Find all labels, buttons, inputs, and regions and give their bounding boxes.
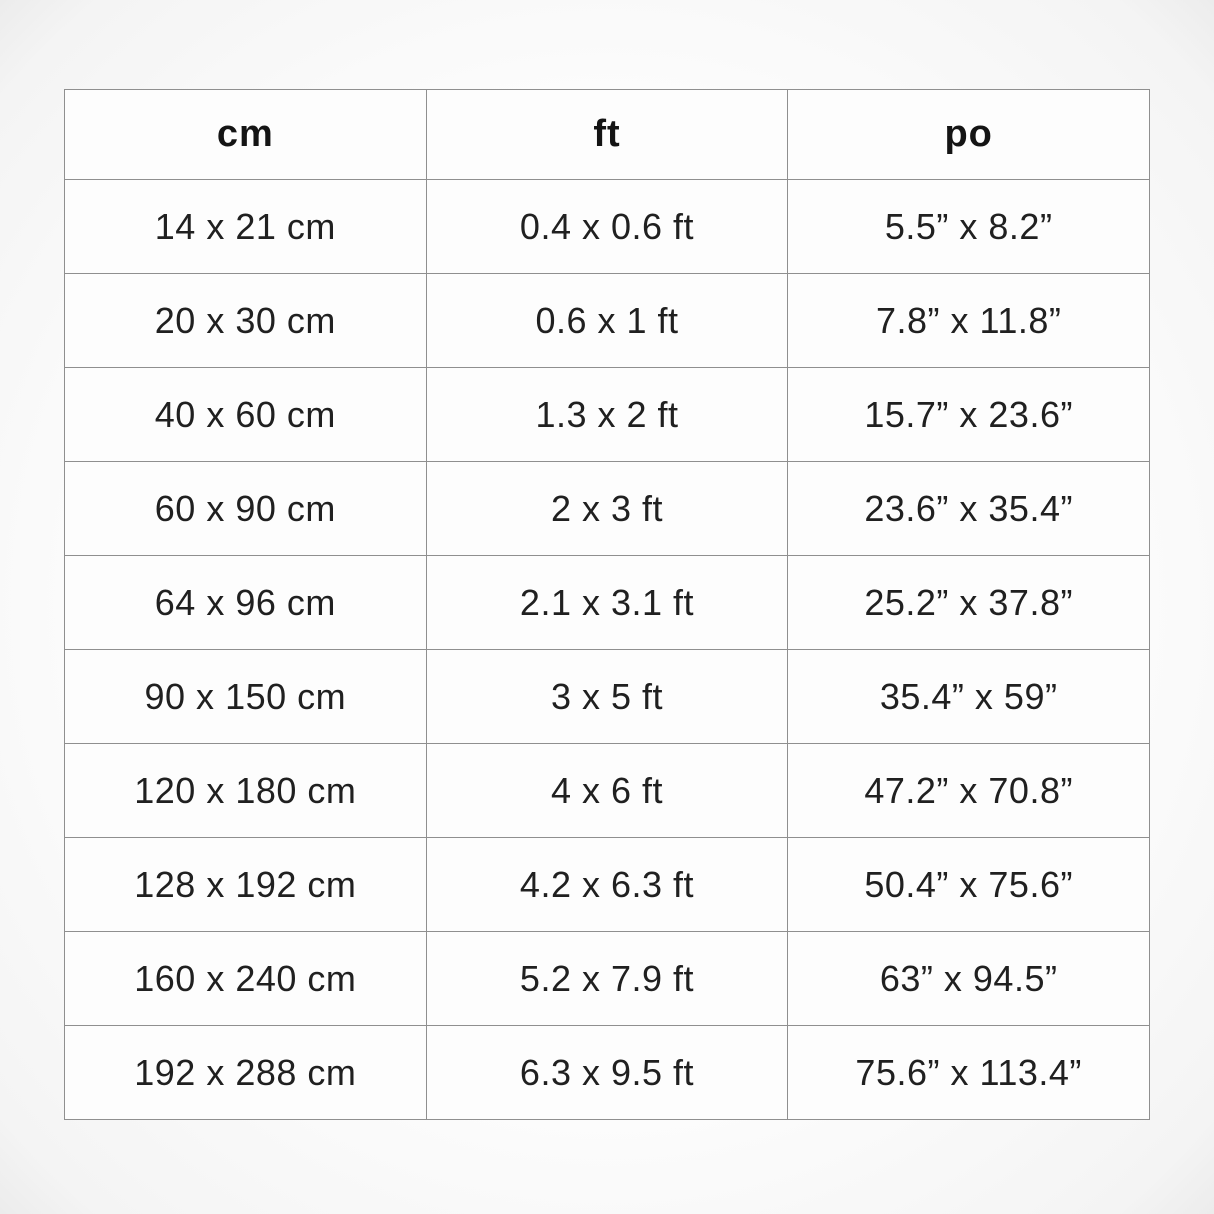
- table-row: [65, 180, 1150, 274]
- size-conversion-table-container: [64, 89, 1150, 1120]
- table-cell: 120 x 180 cm: [65, 744, 427, 838]
- table-row: [65, 838, 1150, 932]
- table-cell: 15.7” x 23.6”: [788, 368, 1150, 462]
- table-cell: 4 x 6 ft: [426, 744, 788, 838]
- table-cell: 14 x 21 cm: [65, 180, 427, 274]
- column-header-po: po: [788, 90, 1150, 180]
- table-row: [65, 1026, 1150, 1120]
- table-row: [65, 462, 1150, 556]
- column-header-cm: cm: [65, 90, 427, 180]
- table-cell: 25.2” x 37.8”: [788, 556, 1150, 650]
- table-cell: 23.6” x 35.4”: [788, 462, 1150, 556]
- table-body: [65, 180, 1150, 1120]
- table-cell: 3 x 5 ft: [426, 650, 788, 744]
- table-cell: 128 x 192 cm: [65, 838, 427, 932]
- table-cell: 64 x 96 cm: [65, 556, 427, 650]
- table-cell: 50.4” x 75.6”: [788, 838, 1150, 932]
- table-cell: 5.2 x 7.9 ft: [426, 932, 788, 1026]
- column-header-ft: ft: [426, 90, 788, 180]
- header-row: [65, 90, 1150, 180]
- table-cell: 75.6” x 113.4”: [788, 1026, 1150, 1120]
- table-cell: 192 x 288 cm: [65, 1026, 427, 1120]
- table-cell: 1.3 x 2 ft: [426, 368, 788, 462]
- table-cell: 4.2 x 6.3 ft: [426, 838, 788, 932]
- table-cell: 0.4 x 0.6 ft: [426, 180, 788, 274]
- table-cell: 20 x 30 cm: [65, 274, 427, 368]
- table-cell: 2.1 x 3.1 ft: [426, 556, 788, 650]
- table-cell: 40 x 60 cm: [65, 368, 427, 462]
- table-cell: 6.3 x 9.5 ft: [426, 1026, 788, 1120]
- table-cell: 160 x 240 cm: [65, 932, 427, 1026]
- table-cell: 90 x 150 cm: [65, 650, 427, 744]
- table-cell: 2 x 3 ft: [426, 462, 788, 556]
- table-row: [65, 650, 1150, 744]
- table-cell: 63” x 94.5”: [788, 932, 1150, 1026]
- table-row: [65, 932, 1150, 1026]
- table-row: [65, 274, 1150, 368]
- table-cell: 47.2” x 70.8”: [788, 744, 1150, 838]
- table-cell: 7.8” x 11.8”: [788, 274, 1150, 368]
- table-cell: 0.6 x 1 ft: [426, 274, 788, 368]
- table-header: [65, 90, 1150, 180]
- table-cell: 5.5” x 8.2”: [788, 180, 1150, 274]
- size-conversion-table: [64, 89, 1150, 1120]
- table-cell: 35.4” x 59”: [788, 650, 1150, 744]
- table-row: [65, 556, 1150, 650]
- table-row: [65, 744, 1150, 838]
- table-row: [65, 368, 1150, 462]
- table-cell: 60 x 90 cm: [65, 462, 427, 556]
